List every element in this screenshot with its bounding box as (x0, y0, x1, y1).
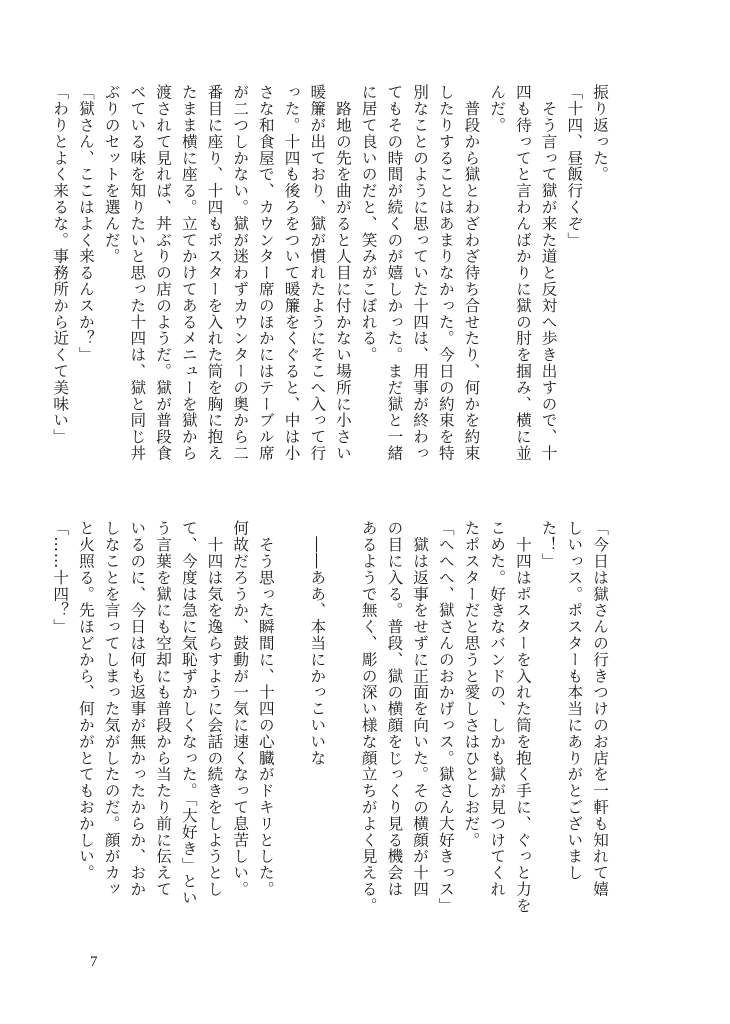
text-line: 「わりとよく来るな。事務所から近くて美味い」 (51, 84, 70, 445)
text-line: 暖簾が出ており、獄が慣れたようにそこへ入って行 (308, 84, 327, 462)
text-line: う言葉を獄にも空却にも普段から当たり前に伝えて (154, 520, 173, 898)
text-line: が二つしかない。獄が迷わずカウンターの奥から二 (231, 84, 250, 462)
text-line: 「今日は獄さんの行きつけのお店を一軒も知れて嬉 (591, 520, 609, 898)
text-line: そう言って獄が来た道と反対へ歩き出すので、十 (539, 84, 558, 462)
text-line (278, 520, 304, 915)
text-line: 路地の先を曲がると人目に付かない場所に小さい (333, 84, 352, 462)
text-line: べている味を知りたいと思った十四は、獄と同じ丼 (128, 84, 147, 462)
text-line: 何故だろうか、鼓動が一気に速くなって息苦しい。 (231, 520, 250, 898)
text-line: ぶりのセットを選んだ。 (102, 84, 121, 265)
text-line: そう思った瞬間に、十四の心臓がドキリとした。 (256, 520, 275, 898)
text-line: 獄は返事をせずに正面を向いた。その横顔が十四 (411, 520, 430, 898)
text-line: 「獄さん、ここはよく来るんスか？」 (76, 84, 95, 363)
text-line: 十四は気を逸らすように会話の続きをしようとし (205, 520, 224, 898)
text-line: こめた。好きなバンドの、しかも獄が見つけてくれ (488, 520, 507, 898)
text-line (329, 520, 355, 915)
text-line: したりすることはあまりなかった。今日の約束を特 (436, 84, 455, 462)
text-line: 「へへへ、獄さんのおかげっス。獄さん大好きっス」 (436, 520, 455, 914)
text-line: の目に入る。普段、獄の横顔をじっくり見る機会は (385, 520, 404, 898)
text-line: 振り返った。 (591, 84, 609, 183)
text-line: に居て良いのだと、笑みがこぼれる。 (359, 84, 378, 363)
text-line: 普段から獄とわざわざ待ち合せたり、何かを約束 (462, 84, 481, 462)
text-block-bottom (51, 520, 612, 915)
text-line: と火照る。先ほどから、何かがとてもおかしい。 (76, 520, 95, 881)
text-line: てもその時間が続くのが嬉しかった。まだ獄と一緒 (385, 84, 404, 462)
text-line: て、今度は急に気恥ずかしくなった。「大好き」とい (179, 520, 198, 906)
text-line: 「十四、昼飯行くぞ」 (565, 84, 584, 248)
text-line: たポスターだと思うと愛しさはひとしおだ。 (462, 520, 481, 848)
text-block-top (51, 84, 612, 476)
text-line: いるのに、今日は何も返事が無かったからか、おか (128, 520, 147, 898)
text-line: たまま横に座る。立てかけてあるメニューを獄から (179, 84, 198, 462)
text-line: しいっス。ポスターも本当にありがとございまし (565, 520, 584, 881)
text-line: しなことを言ってしまった気がしたのだ。顔がカッ (102, 520, 121, 898)
text-line: んだ。 (488, 84, 507, 134)
text-line: 十四はポスターを入れた筒を抱く手に、ぐっと力を (513, 520, 532, 914)
text-line: た！」 (539, 520, 558, 570)
text-line: 別なことのように思っていた十四は、用事が終わっ (411, 84, 430, 462)
text-line: 四も待ってと言わんばかりに獄の肘を掴み、横に並 (513, 84, 532, 462)
text-line: 番目に座り、十四もポスターを入れた筒を胸に抱え (205, 84, 224, 462)
text-line: 「……十四？」 (51, 520, 70, 635)
text-line: った。十四も後ろをついて暖簾をくぐると、中は小 (282, 84, 301, 462)
text-line: ――ああ、本当にかっこいいな (308, 520, 327, 766)
text-line: さな和食屋で、カウンター席のほかにはテーブル席 (256, 84, 275, 462)
page-number: 7 (90, 954, 98, 970)
text-line: あるようで無く、彫の深い様な顔立ちがよく見える。 (359, 520, 378, 914)
text-line: 渡されて見れば、丼ぶりの店のようだ。獄が普段食 (154, 84, 173, 462)
